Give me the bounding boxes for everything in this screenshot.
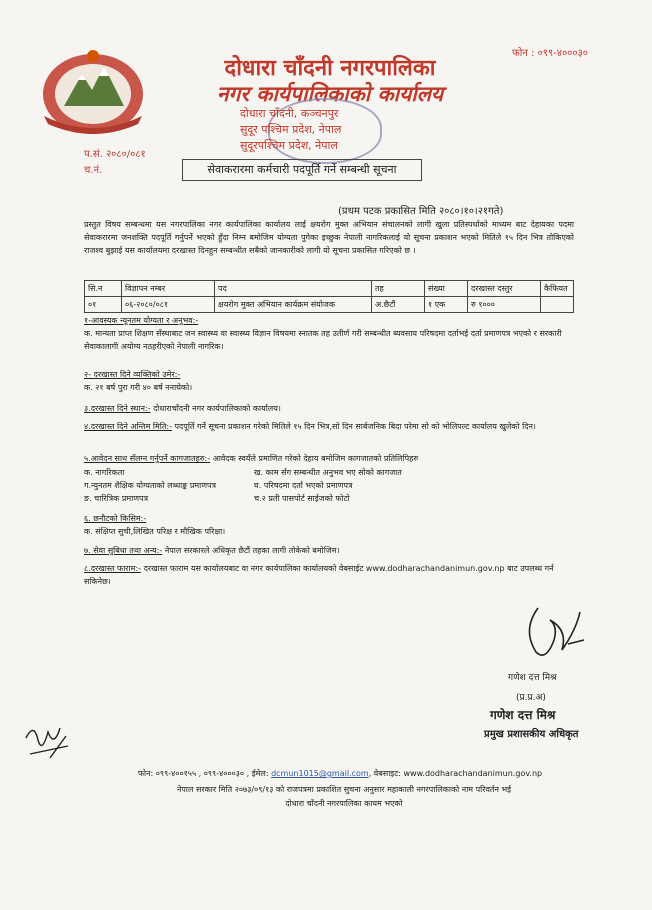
footer-note-line-1: नेपाल सरकार मिति २०७३/०९/१३ को राजपत्रमा प्रकाशित सुचना अनुसार महाकाली नगरपालिकाको नाम परिवर्तन भई [176,785,512,794]
section-application-form [84,562,574,588]
section-body: आवेदक स्वयँले प्रमाणित गरेको देहाय बमोजिम कागजातको प्रतिलिपिहरु [212,454,419,463]
reference-number: प.सं. २०८०/०८१ [84,149,146,160]
section-body: क. संक्षिप्त सुची,लिखित परिक्ष र मौखिक परिक्षा। [84,527,226,536]
address-line-1: दोधारा चाँदनी, कञ्चनपुर [240,107,339,120]
footer-note-line-2: दोधारा चाँदनी नगरपालिका कायम भएको [285,799,403,808]
footer-contact-line [70,768,610,780]
notice-title: सेवाकरारमा कर्मचारी पदपूर्ति गर्ने सम्बन्धी सूचना [182,159,422,181]
stamp-name: गणेश दत्त मिश्र [490,708,556,722]
office-title: नगर कार्यपालिकाको कार्यालय [216,82,444,106]
section-heading: ७. सेवा सुबिधा तथा अन्य:- [84,546,163,555]
section-age [84,368,574,394]
section-documents [84,452,574,465]
section-heading: ६. छनौटको किसिम:- [84,514,147,523]
phone-number: फोन : ०९९-४०००३० [512,48,588,59]
list-item: ख. काम र्सग सम्बन्धीत अनुभव भए सोको कागजात [254,468,402,477]
table-cell: अ.छैटौं [372,297,425,313]
table-header-cell: विज्ञापन नम्बर [122,281,215,297]
section-heading: २- दरखास्त दिने व्यक्तिको उमेर:- [84,370,181,379]
section-heading: ३.दरखास्त दिने स्थान:- [84,404,151,413]
initial-signature-image [20,718,76,762]
table-header-cell: पद [215,281,372,297]
signatory-name: गणेश दत्त मिश्र [508,673,557,683]
table-cell: ०६-२०८०/०८१ [122,297,215,313]
table-cell: रु १००० [468,297,541,313]
footer-website-link[interactable]: www.dodharachandanimun.gov.np [403,769,543,778]
section-body: क. २१ बर्ष पुरा गरी ४० बर्ष ननाघेको। [84,383,193,392]
signature-image [518,600,588,664]
municipality-title: दोधारा चाँदनी नगरपालिका [224,56,436,81]
table-header-cell: संख्या [425,281,468,297]
section-deadline [84,420,574,433]
footer-website-label: , वेबसाइट: [368,769,401,778]
table-cell: क्षयरोग मुक्त अभियान कार्यक्रम संयोजक [215,297,372,313]
section-body: क. मान्यता प्राप्त शिक्षण सँस्थाबाट जन स्वास्थ्य वा स्वास्थ्य विज्ञान विषयमा स्नातक तह उतीर्ण गरी सम्बन्धीत ब्यवसाय परिषदमा दर्ताभई दर्ता प्रमाणपत्र भएको र सरकारी सेवाकालागी अयोग्य नठहरीएको नेपाली नागरिक। [84,329,562,351]
stamp-title: प्रमुख प्रशासकीय अधिकृत [484,729,579,740]
footer-phone: फोन: ०९९-४००१५५ , ०९९-४०००३० , ईमेल: [137,769,269,778]
section-qualification [84,314,574,353]
section-place [84,402,574,415]
vacancy-table [84,280,574,313]
section-body: दोधाराचाँदनी नगर कार्यपालिकाको कार्यालय। [153,404,281,413]
section-body: नेपाल सरकारले अधिकृत छैटौं तहका लागी तोकेको बमोजिम। [164,546,340,555]
intro-paragraph: प्रस्तुत विषय सम्बन्धमा यस नगरपालिका नगर कार्यपालिका कार्यालय लाई क्षयरोग मुक्त अभियान संचालनको लागी खुला प्रतिस्पर्धाको माध्यम बाट देहायका पदमा सेवाकरारमा जनशक्ति पदपूर्ति गर्नुपर्ने भएको हुँदा निम्न बमोजिम योग्यता पुगेका इच्छुक नेपाली नागरिकलाई यो सूचना प्रकाशन भएको मितिले १५ दिन भित्र तोकिएको राजश्व बुझाई यस कार्यालयमा दरखास्त दिनहुन सम्बन्धीत सबैको जानकारीको लागी यो सूचना प्रकासित गरिएको छ । [84,220,574,255]
list-item: क. नागरिकता [84,468,125,477]
section-facilities [84,544,574,557]
dispatch-number: च.नं. [84,165,103,176]
section-heading: ८.दरखास्त फाराम:- [84,564,142,573]
section-heading: ४.दरखास्त दिने अन्तिम मिति:- [84,422,172,431]
section-body: दरखास्त फाराम यस कार्यालयबाट वा नगर कार्यपालिका कार्यालयको वेबसाईट www.dodharachandanimun.gov.np बाट उपलब्ध गर्न सकिनेछ। [84,564,554,586]
table-cell: १ एक [425,297,468,313]
table-row [85,297,574,313]
section-heading: ५.आवेदन साथ सँलग्न गर्नुपर्ने कागजातहरु:- [84,454,211,463]
nepal-emblem-icon [34,44,152,140]
table-header-cell: सि.न [85,281,122,297]
table-header-cell: दरखास्त दस्तुर [468,281,541,297]
list-item: ङ. चारित्रिक प्रमाणपत्र [84,494,149,503]
table-cell: ०१ [85,297,122,313]
section-selection [84,512,574,538]
table-header-cell: कैफियत [541,281,574,297]
address-line-2: सुदूर पश्चिम प्रदेश, नेपाल [240,123,342,136]
table-cell [541,297,574,313]
section-body: पदपूर्ति गर्ने सूचना प्रकाशन गरेको मितिले १५ दिन भित्र,सो दिन सार्बजनिक बिदा परेमा सो को भोलिपल्ट कार्यालय खुलेको दिन। [174,422,536,431]
table-header-cell: तह [372,281,425,297]
section-heading: १-आवस्यक न्यूनतम योग्यता र अनुभव:- [84,316,199,325]
footer-email-link[interactable]: dcmun1015@gmail.com [271,769,369,778]
address-line-3: सुदूरपश्चिम प्रदेश, नेपाल [240,139,338,152]
list-item: ग.न्युनतम शैक्षिक योग्यताको लब्धाङ्क प्रमाणपत्र [84,481,216,490]
stamp-prefix: (प्र.प्र.अ) [516,693,546,703]
list-item: घ. परिषदमा दर्ता भएको प्रमाणपत्र [254,481,353,490]
table-header-row [85,281,574,297]
list-item: च.२ प्रती पासपोर्ट साईजको फोटो [254,494,350,503]
publication-date: (प्रथम पटक प्रकासित मिति २०८०।१०।२१गते) [338,206,504,217]
document-list [84,466,574,505]
